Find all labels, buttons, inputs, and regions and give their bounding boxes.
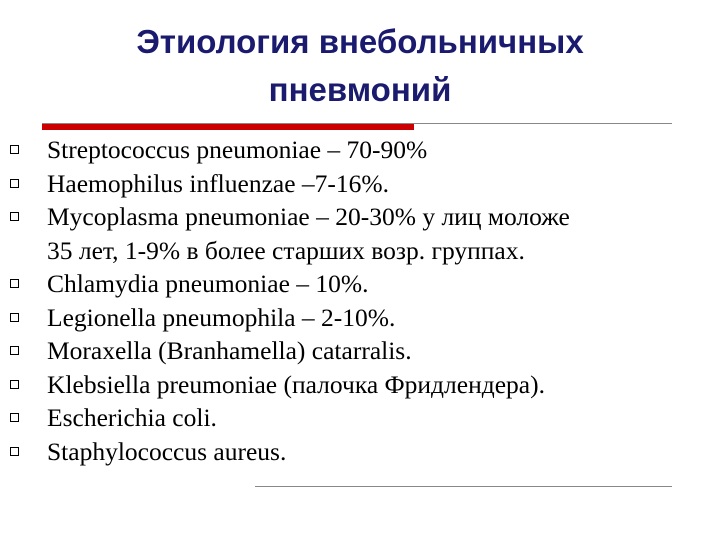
list-item-text: Klebsiella preumoniae (палочка Фридлендера). bbox=[47, 369, 545, 399]
bullet-list bbox=[0, 133, 720, 468]
list-item bbox=[0, 368, 720, 402]
list-item-text: Streptococcus pneumoniae – 70-90% bbox=[47, 135, 428, 164]
list-item-text: Legionella pneumophila – 2-10%. bbox=[47, 302, 396, 332]
list-item-continuation: 35 лет, 1-9% в более старших возр. группах. bbox=[47, 235, 525, 265]
list-item bbox=[0, 200, 720, 267]
square-bullet-icon bbox=[10, 413, 19, 422]
list-item bbox=[0, 133, 720, 167]
list-item bbox=[0, 267, 720, 301]
title-line-1: Этиология внебольничных bbox=[136, 23, 584, 60]
square-bullet-icon bbox=[10, 346, 19, 355]
square-bullet-icon bbox=[10, 313, 19, 322]
square-bullet-icon bbox=[10, 212, 19, 221]
list-item bbox=[0, 401, 720, 435]
square-bullet-icon bbox=[10, 279, 19, 288]
list-item-text: Staphylococcus aureus. bbox=[47, 436, 287, 466]
list-item-text: Chlamydia pneumoniae – 10%. bbox=[47, 269, 369, 298]
list-item bbox=[0, 334, 720, 368]
list-item-text: Mycoplasma pneumoniae – 20-30% у лиц моложе bbox=[47, 202, 570, 231]
list-item-text: Moraxella (Branhamella) catarralis. bbox=[47, 336, 412, 365]
square-bullet-icon bbox=[10, 179, 19, 188]
list-item-text: Escherichia coli. bbox=[47, 403, 217, 432]
list-item bbox=[0, 301, 720, 335]
square-bullet-icon bbox=[10, 145, 19, 154]
slide-title bbox=[0, 18, 720, 114]
list-item bbox=[0, 435, 720, 469]
title-divider-accent bbox=[42, 124, 414, 130]
square-bullet-icon bbox=[10, 447, 19, 456]
list-item bbox=[0, 167, 720, 201]
title-line-2: пневмоний bbox=[268, 71, 452, 108]
bottom-divider bbox=[255, 486, 672, 487]
square-bullet-icon bbox=[10, 380, 19, 389]
list-item-text: Haemophilus influenzae –7-16%. bbox=[47, 168, 390, 198]
